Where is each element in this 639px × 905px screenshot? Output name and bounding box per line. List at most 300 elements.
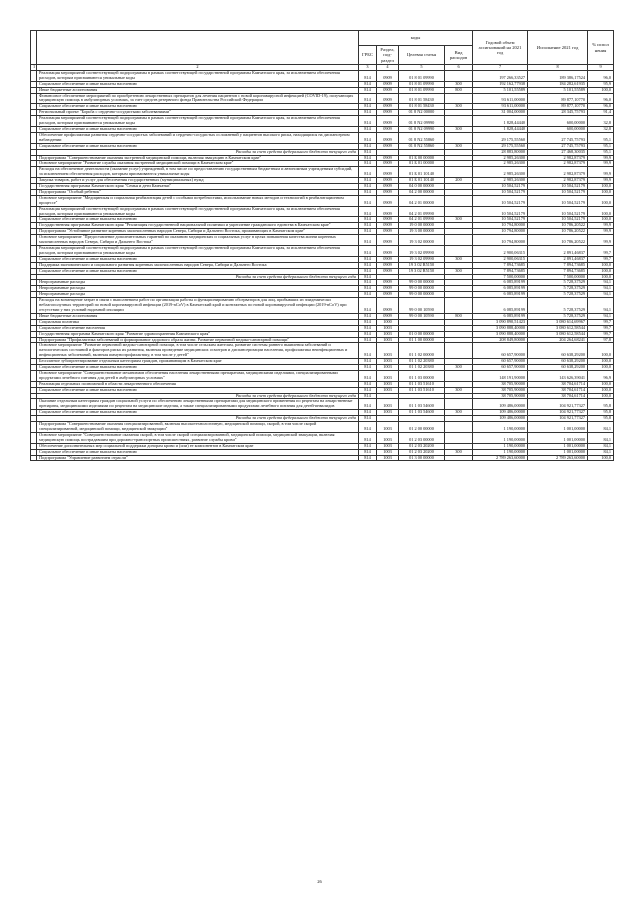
expense-name: Основное мероприятие "Развитие службы оказания экстренной медицинской помощи в Камчатском крае" xyxy=(37,161,359,167)
execution-percent: 95,8 xyxy=(588,410,614,416)
annual-amount: 109 486,00000 xyxy=(473,416,528,422)
grbs-code: 814 xyxy=(359,432,377,443)
expense-name: Иные бюджетные ассигнования xyxy=(37,313,359,319)
expense-name: Реализация мероприятий соответствующей подпрограммы в рамках соответствующей государственной программы Камчатского края, за исключением обеспечения расходов, которым присваиваются уникальные коды xyxy=(37,246,359,257)
grbs-code: 814 xyxy=(359,292,377,298)
column-number: 8 xyxy=(528,65,588,71)
annual-amount: 93 611,00000 xyxy=(473,104,528,110)
table-row xyxy=(31,70,614,81)
section-code: 0909 xyxy=(377,110,399,116)
expense-type-code xyxy=(445,455,473,461)
annual-amount: 1 190,00000 xyxy=(473,449,528,455)
execution-percent: 84,1 xyxy=(588,449,614,455)
grbs-code: 814 xyxy=(359,416,377,422)
expense-name: Государственная программа Камчатского края "Семья и дети Камчатки" xyxy=(37,184,359,190)
grbs-code: 814 xyxy=(359,365,377,371)
expense-name: Социальное обеспечение и иные выплаты населению xyxy=(37,104,359,110)
execution-amount: 5 728,37529 xyxy=(528,313,588,319)
expense-name: Государственная программа Камчатского края "Развитие здравоохранения Камчатского края" xyxy=(37,331,359,337)
execution-percent: 99,9 xyxy=(588,223,614,229)
annual-amount: 3 090 888,40000 xyxy=(473,325,528,331)
grbs-code: 814 xyxy=(359,313,377,319)
execution-amount: 27 745,75793 xyxy=(528,143,588,149)
expense-name: Социальное обеспечение и иные выплаты населению xyxy=(37,387,359,393)
execution-percent: 99,7 xyxy=(588,246,614,257)
execution-amount: 5 101,55589 xyxy=(528,87,588,93)
table-row xyxy=(31,246,614,257)
annual-amount: 38 705,90000 xyxy=(473,387,528,393)
expense-type-code: 300 xyxy=(445,143,473,149)
grbs-code: 814 xyxy=(359,399,377,410)
table-row xyxy=(31,298,614,314)
section-code: 0909 xyxy=(377,256,399,262)
execution-percent: 100,0 xyxy=(588,262,614,268)
table-row xyxy=(31,235,614,246)
section-code: 0909 xyxy=(377,286,399,292)
annual-amount: 10 504,52179 xyxy=(473,189,528,195)
expense-type-code xyxy=(445,70,473,81)
target-article-code: 04 0 00 00000 xyxy=(399,184,445,190)
header-section: Раздел, под-раздел xyxy=(377,46,399,65)
execution-amount: 2 982,87379 xyxy=(528,167,588,178)
expense-name: Расходы за счет средств федерального бюджета текущего года xyxy=(37,416,359,422)
expense-name: Реализация мероприятий соответствующей подпрограммы в рамках соответствующей государственной программы Камчатского края, за исключением обеспечения расходов, которым присваиваются уникальные коды xyxy=(37,206,359,217)
target-article-code: 01 8 N2 55860 xyxy=(399,143,445,149)
target-article-code: 01 0 00 00000 xyxy=(399,331,445,337)
grbs-code: 814 xyxy=(359,274,377,280)
execution-amount: 7 894,73685 xyxy=(528,262,588,268)
execution-amount: 104 921,77327 xyxy=(528,399,588,410)
annual-amount: 2 985,26300 xyxy=(473,167,528,178)
section-code: 0909 xyxy=(377,184,399,190)
column-number: 3 xyxy=(359,65,377,71)
grbs-code: 814 xyxy=(359,393,377,399)
expense-type-code xyxy=(445,370,473,381)
grbs-code: 814 xyxy=(359,298,377,314)
target-article-code: 01 8 01 09990 xyxy=(399,87,445,93)
section-code: 0909 xyxy=(377,292,399,298)
annual-amount: 29 175,55560 xyxy=(473,143,528,149)
execution-percent: 32,8 xyxy=(588,126,614,132)
expense-name: Основное мероприятие "Предоставление дополнительных гарантий по оказанию медицинских и социальных услуг в целях повышения качества жизни коренных малочисленных народов Севера, Сибири и Дальнего Востока" xyxy=(37,235,359,246)
target-article-code: 19 3 02 R5150 xyxy=(399,262,445,268)
execution-amount: 27 745,75793 xyxy=(528,132,588,143)
expense-type-code: 800 xyxy=(445,313,473,319)
execution-amount: 10 504,52179 xyxy=(528,206,588,217)
column-number: 2 xyxy=(37,65,359,71)
annual-amount: 2 985,26300 xyxy=(473,161,528,167)
grbs-code: 814 xyxy=(359,223,377,229)
header-name xyxy=(37,31,359,65)
section-code: 0909 xyxy=(377,313,399,319)
section-code: 0909 xyxy=(377,81,399,87)
expense-type-code: 800 xyxy=(445,87,473,93)
execution-percent: 99,7 xyxy=(588,325,614,331)
execution-amount: 204 264,68241 xyxy=(528,337,588,343)
grbs-code: 814 xyxy=(359,455,377,461)
target-article-code: 19 3 02 R5150 xyxy=(399,268,445,274)
section-code: 0909 xyxy=(377,229,399,235)
annual-amount: 109 486,00000 xyxy=(473,399,528,410)
grbs-code: 814 xyxy=(359,155,377,161)
execution-amount: 2 789 263,60000 xyxy=(528,455,588,461)
target-article-code: 01 8 N2 09990 xyxy=(399,116,445,127)
grbs-code: 814 xyxy=(359,337,377,343)
section-code: 1003 xyxy=(377,443,399,449)
execution-amount: 38 704,61714 xyxy=(528,393,588,399)
annual-amount: 31 004,00000 xyxy=(473,110,528,116)
grbs-code: 814 xyxy=(359,443,377,449)
target-article-code: 04 2 01 00000 xyxy=(399,195,445,206)
execution-amount: 38 704,61714 xyxy=(528,387,588,393)
execution-percent: 99,7 xyxy=(588,331,614,337)
execution-amount: 7 894,73685 xyxy=(528,268,588,274)
section-code: 0909 xyxy=(377,104,399,110)
expense-type-code: 300 xyxy=(445,365,473,371)
target-article-code: 01 2 03 20200 xyxy=(399,449,445,455)
expense-name: Бесплатное зубопротезирование отдельным категориям граждан, проживающим в Камчатском крае xyxy=(37,359,359,365)
expense-name: Социальное обеспечение и иные выплаты населению xyxy=(37,217,359,223)
expense-name: Подпрограмма "Совершенствование оказания экстренной медицинской помощи, включая эвакуацию в Камчатском крае" xyxy=(37,155,359,161)
target-article-code: 04 2 01 09990 xyxy=(399,217,445,223)
annual-amount: 6 085,89199 xyxy=(473,286,528,292)
execution-amount: 3 080 614,69967 xyxy=(528,319,588,325)
target-article-code: 01 8 01 09990 xyxy=(399,81,445,87)
target-article-code: 01 2 00 00000 xyxy=(399,422,445,433)
annual-amount: 1 828,44440 xyxy=(473,126,528,132)
expense-type-code xyxy=(445,422,473,433)
execution-amount: 1 001,00000 xyxy=(528,432,588,443)
execution-amount: 2 982,87379 xyxy=(528,178,588,184)
execution-amount: 5 728,37529 xyxy=(528,298,588,314)
section-code: 0909 xyxy=(377,143,399,149)
execution-amount: 38 704,61714 xyxy=(528,381,588,387)
annual-amount: 10 794,80000 xyxy=(473,229,528,235)
target-article-code: 01 2 03 00000 xyxy=(399,432,445,443)
header-target: Целевая статья xyxy=(399,46,445,65)
expense-name: Расходы за счет средств федерального бюджета текущего года xyxy=(37,274,359,280)
target-article-code: 19 3 02 09990 xyxy=(399,256,445,262)
annual-amount: 60 657,90000 xyxy=(473,365,528,371)
expense-type-code xyxy=(445,399,473,410)
execution-amount: 5 728,37529 xyxy=(528,286,588,292)
expense-name: Финансовое обеспечение мероприятий по приобретению лекарственных препаратов для лечения пациентов с новой коронавирусной инфекцией (COVID-19), получающих медицинскую помощь в амбулаторных условиях, за счет средств резервного фонда Правительства Российской Федерации xyxy=(37,93,359,104)
expense-name: Непрограммные расходы xyxy=(37,292,359,298)
execution-amount: 2 891,46837 xyxy=(528,246,588,257)
target-article-code: 99 0 00 10590 xyxy=(399,313,445,319)
section-code: 0909 xyxy=(377,195,399,206)
section-code: 0909 xyxy=(377,298,399,314)
column-number: 7 xyxy=(473,65,528,71)
section-code: 1003 xyxy=(377,381,399,387)
annual-amount: 3 090 888,40000 xyxy=(473,331,528,337)
section-code: 1003 xyxy=(377,365,399,371)
execution-percent: 96,9 xyxy=(588,370,614,381)
target-article-code: 99 0 00 00000 xyxy=(399,280,445,286)
column-number: 4 xyxy=(377,65,399,71)
execution-percent: 99,7 xyxy=(588,319,614,325)
grbs-code: 814 xyxy=(359,449,377,455)
section-code: 1003 xyxy=(377,432,399,443)
expense-type-code: 200 xyxy=(445,178,473,184)
target-article-code: 01 1 02 20380 xyxy=(399,359,445,365)
execution-amount: 10 504,52179 xyxy=(528,184,588,190)
expense-type-code: 300 xyxy=(445,256,473,262)
execution-percent: 32,8 xyxy=(588,116,614,127)
grbs-code: 814 xyxy=(359,280,377,286)
execution-amount: 3 080 612,58544 xyxy=(528,325,588,331)
grbs-code: 814 xyxy=(359,246,377,257)
table-row xyxy=(31,132,614,143)
section-code: 1003 xyxy=(377,410,399,416)
expense-type-code: 300 xyxy=(445,410,473,416)
execution-percent: 97,8 xyxy=(588,337,614,343)
expense-name: Социальное обеспечение населения xyxy=(37,325,359,331)
expense-type-code xyxy=(445,246,473,257)
table-row xyxy=(31,455,614,461)
table-row xyxy=(31,432,614,443)
section-code: 1003 xyxy=(377,422,399,433)
page-number: 26 xyxy=(317,879,322,884)
section-code: 1003 xyxy=(377,399,399,410)
annual-amount: 197 266,33527 xyxy=(473,70,528,81)
expense-type-code xyxy=(445,93,473,104)
annual-amount: 5 101,55589 xyxy=(473,87,528,93)
grbs-code: 814 xyxy=(359,184,377,190)
execution-amount: 1 001,00000 xyxy=(528,449,588,455)
expense-name: Подпрограмма "Профилактика заболеваний и формирование здорового образа жизни. Развитие первичной медико-санитарной помощи" xyxy=(37,337,359,343)
execution-amount: 600,00000 xyxy=(528,126,588,132)
grbs-code: 814 xyxy=(359,235,377,246)
column-number: 9 xyxy=(588,65,614,71)
target-article-code: 01 1 03 51610 xyxy=(399,387,445,393)
target-article-code: 01 2 03 20200 xyxy=(399,443,445,449)
header-pct: % испол нения xyxy=(588,31,614,65)
target-article-code: 01 1 02 20380 xyxy=(399,365,445,371)
annual-amount: 10 794,80000 xyxy=(473,223,528,229)
grbs-code: 814 xyxy=(359,116,377,127)
grbs-code: 814 xyxy=(359,126,377,132)
expense-name: Расходы за счет средств федерального бюджета текущего года xyxy=(37,393,359,399)
execution-percent: 100,0 xyxy=(588,268,614,274)
annual-amount: 38 705,90000 xyxy=(473,381,528,387)
grbs-code: 814 xyxy=(359,143,377,149)
grbs-code: 814 xyxy=(359,161,377,167)
grbs-code: 814 xyxy=(359,370,377,381)
execution-percent: 84,1 xyxy=(588,432,614,443)
execution-amount: 600,00000 xyxy=(528,116,588,127)
target-article-code: 19 3 00 00000 xyxy=(399,229,445,235)
expense-name: Основное мероприятие "Совершенствование оказания скорой, в том числе скорой специализированной, медицинской помощи, медицинской эвакуации, включая медицинскую помощь пострадавшим при дорожно-транспортных происшествиях, развитие службы крови" xyxy=(37,432,359,443)
execution-amount: 60 638,29200 xyxy=(528,365,588,371)
expense-name: Основное мероприятие "Медицинская и социальная реабилитация детей с особыми потребностями, использование новых методов и технологий в реабилитационном процессе" xyxy=(37,195,359,206)
target-article-code: 01 1 03 54600 xyxy=(399,410,445,416)
expense-type-code xyxy=(445,167,473,178)
grbs-code: 814 xyxy=(359,262,377,268)
section-code: 0909 xyxy=(377,70,399,81)
expense-name: Основное мероприятие "Развитие первичной медико-санитарной помощи, в том числе сельским жителям, развитие системы раннего выявления заболеваний и патологических состояний и факторов риска их развития, включая проведение медицинских осмотров и диспансеризации населения, профилактика неинфекционных и инфекционных заболеваний, включая иммунопрофилактику, в том числе у детей" xyxy=(37,343,359,359)
annual-amount: 7 894,73685 xyxy=(473,262,528,268)
execution-amount: 143 626,39041 xyxy=(528,370,588,381)
annual-amount: 60 657,90000 xyxy=(473,359,528,365)
section-code: 0909 xyxy=(377,161,399,167)
annual-amount: 2 985,26300 xyxy=(473,178,528,184)
expense-type-code xyxy=(445,195,473,206)
annual-amount: 38 705,90000 xyxy=(473,393,528,399)
section-code: 1000 xyxy=(377,319,399,325)
execution-percent: 94,1 xyxy=(588,292,614,298)
section-code: 0909 xyxy=(377,217,399,223)
section-code: 0909 xyxy=(377,223,399,229)
execution-percent: 94,1 xyxy=(588,313,614,319)
expense-name: Непрограммные расходы xyxy=(37,286,359,292)
expense-name: Социальное обеспечение и иные выплаты населению xyxy=(37,268,359,274)
execution-percent: 100,0 xyxy=(588,195,614,206)
execution-percent: 99,9 xyxy=(588,178,614,184)
target-article-code: 01 Б 01 10140 xyxy=(399,167,445,178)
execution-percent: 100,0 xyxy=(588,189,614,195)
section-code: 0909 xyxy=(377,155,399,161)
budget-page xyxy=(30,30,613,461)
annual-amount: 29 175,55560 xyxy=(473,132,528,143)
annual-amount: 10 504,52179 xyxy=(473,206,528,217)
grbs-code: 814 xyxy=(359,319,377,325)
annual-amount: 6 085,89199 xyxy=(473,313,528,319)
execution-amount: 60 638,29200 xyxy=(528,343,588,359)
target-article-code: 01 8 N2 09990 xyxy=(399,126,445,132)
target-article-code: 01 1 03 51610 xyxy=(399,381,445,387)
target-article-code: 19 3 02 09990 xyxy=(399,246,445,257)
execution-percent: 96,0 xyxy=(588,93,614,104)
expense-name: Обеспечение дополнительных мер социальной поддержки донорам крови и (или) ее компонентов в Камчатском крае xyxy=(37,443,359,449)
target-article-code: 01 1 00 00000 xyxy=(399,337,445,343)
grbs-code: 814 xyxy=(359,331,377,337)
grbs-code: 814 xyxy=(359,167,377,178)
grbs-code: 814 xyxy=(359,189,377,195)
expense-name: Государственная программа Камчатского края "Реализация государственной национальной политики и укрепление гражданского единства в Камчатском крае" xyxy=(37,223,359,229)
execution-amount: 184 282,61935 xyxy=(528,81,588,87)
table-row xyxy=(31,206,614,217)
execution-percent: 100,0 xyxy=(588,365,614,371)
expense-name: Поддержка экономического и социального развития коренных малочисленных народов Севера, Сибири и Дальнего Востока xyxy=(37,262,359,268)
grbs-code: 814 xyxy=(359,149,377,155)
expense-type-code xyxy=(445,432,473,443)
expense-name: Подпрограмма "Управление развитием отрасли" xyxy=(37,455,359,461)
execution-amount: 89 877,10770 xyxy=(528,93,588,104)
annual-amount: 6 085,89199 xyxy=(473,292,528,298)
grbs-code: 814 xyxy=(359,387,377,393)
execution-percent: 100,0 xyxy=(588,87,614,93)
annual-amount: 7 500,00000 xyxy=(473,274,528,280)
target-article-code: 19 0 00 00000 xyxy=(399,223,445,229)
expense-name: Оказание отдельным категориям граждан социальной услуги по обеспечению лекарственными препаратами для медицинского применения по рецептам на лекарственные препараты, медицинскими изделиями по рецептам на медицинские изделия, а также специализированными продуктами лечебного питания для детей-инвалидов xyxy=(37,399,359,410)
expense-type-code: 300 xyxy=(445,126,473,132)
execution-amount: 104 921,77327 xyxy=(528,410,588,416)
table-row xyxy=(31,343,614,359)
expense-type-code: 300 xyxy=(445,217,473,223)
execution-amount: 10 786,20522 xyxy=(528,235,588,246)
expense-name: Непрограммные расходы xyxy=(37,280,359,286)
grbs-code: 814 xyxy=(359,381,377,387)
annual-amount: 109 486,00000 xyxy=(473,410,528,416)
execution-amount: 10 786,20522 xyxy=(528,229,588,235)
section-code: 0909 xyxy=(377,126,399,132)
target-article-code: 01 1 02 00000 xyxy=(399,343,445,359)
execution-percent: 95,8 xyxy=(588,416,614,422)
expense-type-code: 300 xyxy=(445,449,473,455)
target-article-code: 19 3 02 00000 xyxy=(399,235,445,246)
execution-amount: 10 786,20522 xyxy=(528,223,588,229)
annual-amount: 10 504,52179 xyxy=(473,217,528,223)
section-code: 0909 xyxy=(377,167,399,178)
table-row xyxy=(31,370,614,381)
grbs-code: 814 xyxy=(359,422,377,433)
grbs-code: 814 xyxy=(359,286,377,292)
table-row xyxy=(31,167,614,178)
expense-type-code xyxy=(445,343,473,359)
grbs-code: 814 xyxy=(359,343,377,359)
header-exec: Исполнение 2021 год xyxy=(528,31,588,65)
execution-amount: 10 504,52179 xyxy=(528,195,588,206)
section-code: 0909 xyxy=(377,178,399,184)
execution-amount: 89 877,10770 xyxy=(528,104,588,110)
expense-name: Иные бюджетные ассигнования xyxy=(37,87,359,93)
execution-percent: 95,8 xyxy=(588,399,614,410)
execution-percent: 96,0 xyxy=(588,70,614,81)
expense-name: Социальное обеспечение и иные выплаты населению xyxy=(37,143,359,149)
expense-type-code: 300 xyxy=(445,104,473,110)
target-article-code: 04 2 00 00000 xyxy=(399,189,445,195)
execution-percent: 100,0 xyxy=(588,274,614,280)
expense-name: Социальное обеспечение и иные выплаты населению xyxy=(37,449,359,455)
target-article-code: 01 3 00 00000 xyxy=(399,455,445,461)
expense-type-code xyxy=(445,206,473,217)
execution-percent: 99,9 xyxy=(588,161,614,167)
section-code: 0909 xyxy=(377,189,399,195)
expense-type-code: 300 xyxy=(445,81,473,87)
execution-percent: 100,0 xyxy=(588,359,614,365)
target-article-code: 01 8 01 09990 xyxy=(399,70,445,81)
annual-amount: 2 985,26300 xyxy=(473,155,528,161)
annual-amount: 10 504,52179 xyxy=(473,184,528,190)
annual-amount: 28 883,80000 xyxy=(473,149,528,155)
annual-amount: 1 190,00000 xyxy=(473,443,528,449)
target-article-code: 01 8 N2 55860 xyxy=(399,132,445,143)
execution-amount: 104 921,77327 xyxy=(528,416,588,422)
target-article-code: 01 1 03 54600 xyxy=(399,399,445,410)
execution-percent: 94,1 xyxy=(588,298,614,314)
section-code: 0909 xyxy=(377,116,399,127)
execution-amount: 2 982,87379 xyxy=(528,155,588,161)
table-body xyxy=(31,70,614,461)
target-article-code: 01 8 01 58430 xyxy=(399,104,445,110)
target-article-code: 01 8 01 58430 xyxy=(399,93,445,104)
execution-amount: 27 468,30035 xyxy=(528,149,588,155)
grbs-code: 814 xyxy=(359,87,377,93)
execution-percent: 100,0 xyxy=(588,206,614,217)
execution-percent: 94,1 xyxy=(588,286,614,292)
annual-amount: 2 900,06315 xyxy=(473,246,528,257)
execution-amount: 189 386,17524 xyxy=(528,70,588,81)
header-codes: коды xyxy=(359,31,473,46)
grbs-code: 814 xyxy=(359,410,377,416)
expense-name: Социальная политика xyxy=(37,319,359,325)
execution-amount: 2 891,46837 xyxy=(528,256,588,262)
expense-name: Расходы на возмещение затрат в связи с выполнением работ по организации работы и функционированию обсерваторов для лиц, прибывших из эпидемически неблагополучных территорий по новой коронавирусной инфекции (2019-nCoV) в Камчатский край и контактных по новой коронавирусной инфекции (2019-nCoV) при отсутствии у них условий надомной изоляции xyxy=(37,298,359,314)
section-code: 0909 xyxy=(377,246,399,257)
execution-percent: 95,1 xyxy=(588,149,614,155)
grbs-code: 814 xyxy=(359,132,377,143)
